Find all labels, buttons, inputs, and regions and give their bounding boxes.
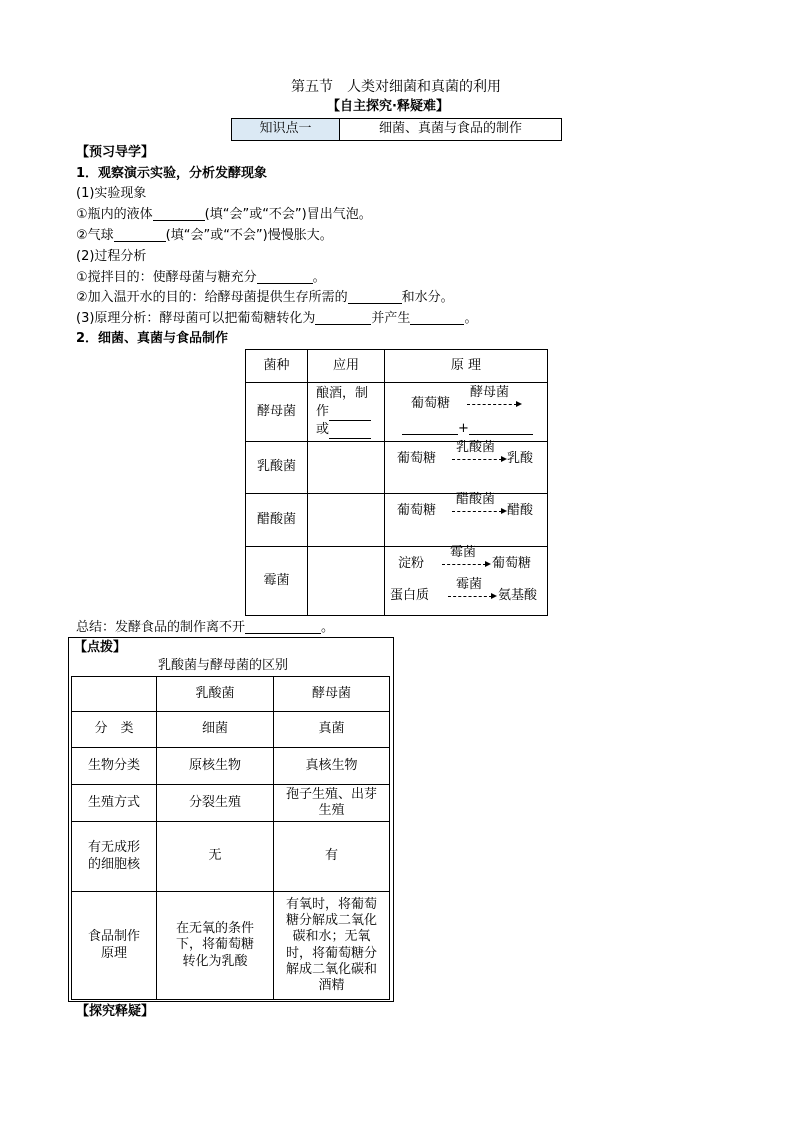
cell-acetic-name: 醋酸菌 — [246, 494, 308, 547]
cmp-row: 有无成形的细胞核 无 有 — [72, 822, 390, 892]
header-principle: 原 理 — [385, 350, 548, 383]
mold-reactant-1: 淀粉 — [398, 556, 425, 571]
knowledge-point-title: 细菌、真菌与食品的制作 — [340, 119, 562, 141]
line-stir: ①搅拌目的：使酵母菌与糖充分 。 — [76, 270, 326, 285]
blank-yeast-app2[interactable] — [329, 427, 371, 439]
section-subtitle: 【自主探究·释疑难】 — [327, 99, 449, 114]
tip-table-title: 乳酸菌与酵母菌的区别 — [158, 658, 289, 673]
page-title: 第五节 人类对细菌和真菌的利用 — [291, 79, 501, 95]
blank-yeast-app1[interactable] — [329, 409, 371, 421]
acetic-product: 醋酸 — [507, 503, 534, 518]
row-acetic — [246, 494, 548, 547]
acetic-arrow — [452, 511, 502, 512]
mold-product-2: 氨基酸 — [498, 588, 538, 603]
row-lactic — [246, 442, 548, 494]
cell-mold-name: 霉菌 — [246, 547, 308, 616]
subheading-phenomenon: (1)实验现象 — [76, 186, 147, 201]
mold-condition-2: 霉菌 — [456, 577, 483, 592]
cmp-header-blank — [72, 677, 157, 712]
yeast-reactant: 葡萄糖 — [411, 396, 451, 411]
question-2: 2．细菌、真菌与食品制作 — [76, 331, 229, 346]
blank-balloon[interactable] — [114, 229, 166, 242]
cell-lactic-app — [308, 442, 385, 494]
tip-heading: 【点拨】 — [74, 640, 127, 655]
blank-produce[interactable] — [410, 312, 464, 325]
cell-yeast-name: 酵母菌 — [246, 383, 308, 442]
header-application: 应用 — [308, 350, 385, 383]
question-1: 1．观察演示实验，分析发酵现象 — [76, 166, 268, 181]
cmp-row: 分 类 细菌 真菌 — [72, 712, 390, 748]
cell-mold-app — [308, 547, 385, 616]
blank-liquid[interactable] — [153, 208, 205, 221]
blank-stir[interactable] — [257, 271, 313, 284]
cmp-row: 生物分类 原核生物 真核生物 — [72, 748, 390, 785]
mold-arrowhead-1 — [485, 561, 491, 567]
blank-convert[interactable] — [315, 312, 371, 325]
mold-arrow-2 — [448, 596, 492, 597]
cmp-header-lactic: 乳酸菌 — [157, 677, 274, 712]
cmp-header-yeast: 酵母菌 — [274, 677, 390, 712]
cell-lactic-name: 乳酸菌 — [246, 442, 308, 494]
lactic-product: 乳酸 — [507, 451, 534, 466]
knowledge-point-box — [231, 118, 562, 141]
mold-reactant-2: 蛋白质 — [390, 588, 430, 603]
acetic-reactant: 葡萄糖 — [397, 503, 437, 518]
preview-heading: 【预习导学】 — [76, 145, 155, 160]
lactic-arrow — [452, 459, 502, 460]
line-balloon: ②气球 (填“会”或“不会”)慢慢胀大。 — [76, 228, 333, 243]
acetic-condition: 醋酸菌 — [456, 492, 496, 507]
explore-heading: 【探究释疑】 — [76, 1004, 155, 1019]
lactic-condition: 乳酸菌 — [456, 440, 496, 455]
blank-yeast-prod1[interactable] — [402, 422, 458, 435]
blank-warm-water[interactable] — [348, 291, 402, 304]
comparison-table — [71, 676, 390, 1000]
yeast-arrowhead — [516, 401, 522, 407]
subheading-process: (2)过程分析 — [76, 249, 147, 264]
header-species: 菌种 — [246, 350, 308, 383]
yeast-products: + — [402, 422, 533, 435]
blank-yeast-prod2[interactable] — [469, 422, 533, 435]
yeast-arrow — [467, 404, 517, 405]
yeast-condition: 酵母菌 — [470, 385, 510, 400]
line-liquid: ①瓶内的液体 (填“会”或“不会”)冒出气泡。 — [76, 207, 372, 222]
lactic-reactant: 葡萄糖 — [397, 451, 437, 466]
mold-arrowhead-2 — [491, 593, 497, 599]
mold-arrow-1 — [442, 564, 486, 565]
line-principle: (3)原理分析：酵母菌可以把葡萄糖转化为 并产生 。 — [76, 311, 478, 326]
summary-line: 总结：发酵食品的制作离不开 。 — [76, 620, 335, 635]
knowledge-point-label: 知识点一 — [232, 119, 340, 141]
blank-summary[interactable] — [245, 621, 321, 634]
cmp-row: 食品制作原理 在无氧的条件下，将葡萄糖转化为乳酸 有氧时，将葡萄糖分解成二氧化碳和水；无氧时，将葡萄糖分解成二氧化碳和酒精 — [72, 892, 390, 1000]
line-warm-water: ②加入温开水的目的：给酵母菌提供生存所需的 和水分。 — [76, 290, 454, 305]
mold-condition-1: 霉菌 — [450, 545, 477, 560]
cmp-row: 生殖方式 分裂生殖 孢子生殖、出芽生殖 — [72, 785, 390, 822]
cell-acetic-app — [308, 494, 385, 547]
mold-product-1: 葡萄糖 — [492, 556, 532, 571]
cell-yeast-app: 酿酒，制 作 或 — [308, 383, 385, 442]
